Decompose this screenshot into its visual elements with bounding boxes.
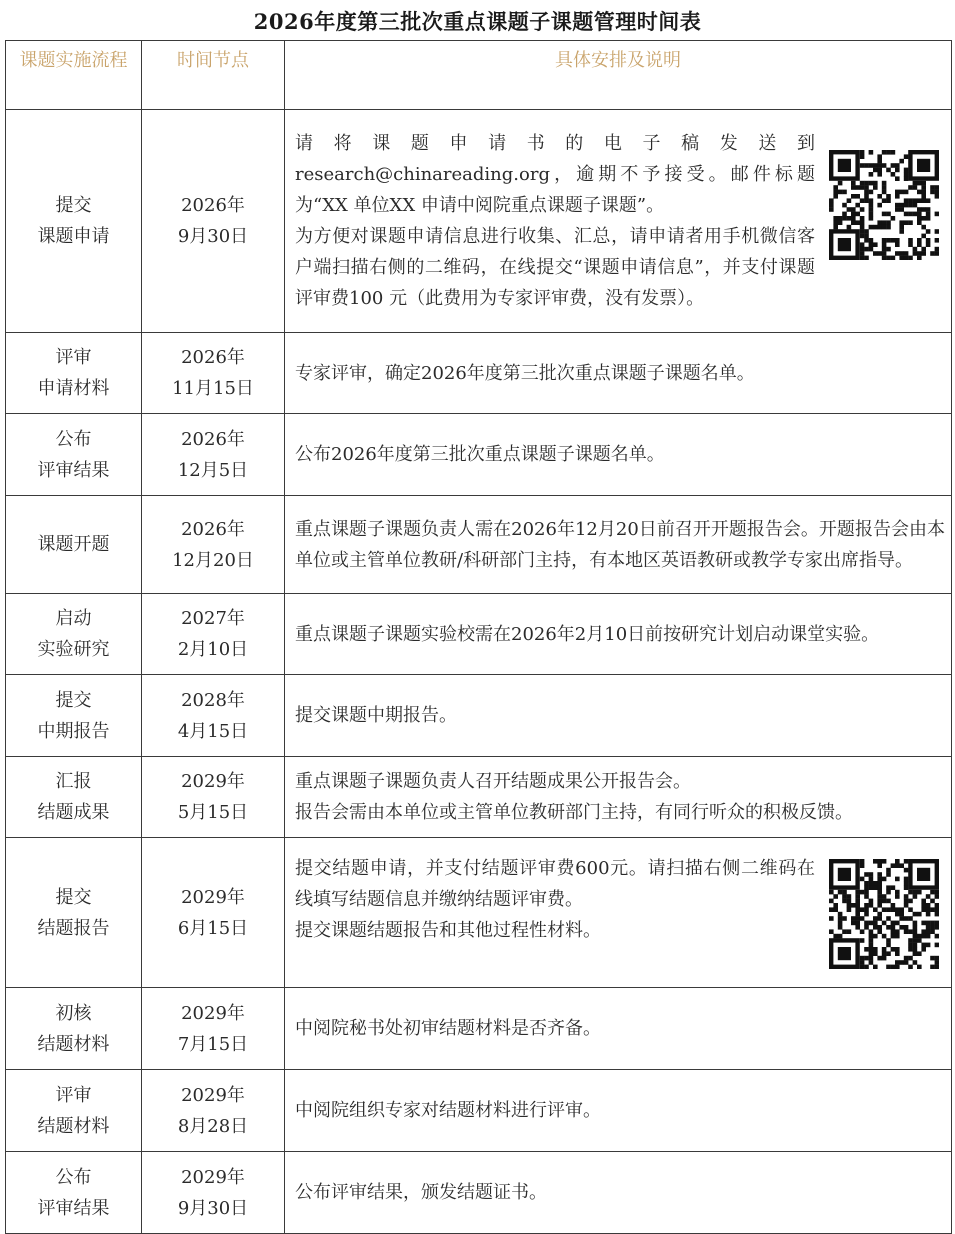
stage-text: 初核 <box>55 1002 92 1024</box>
detail-paragraph: 公布2026年度第三批次重点课题子课题名单。 <box>295 444 665 465</box>
date-text: 2026年 <box>181 518 245 540</box>
table-row <box>6 110 952 333</box>
stage-cell <box>6 675 142 757</box>
stage-text: 提交 <box>55 689 92 711</box>
header-detail: 具体安排及说明 <box>285 41 952 110</box>
stage-text: 课题申请 <box>37 226 110 247</box>
date-text: 8月28日 <box>177 1115 249 1137</box>
stage-text: 申请材料 <box>37 378 110 399</box>
date-text: 12月5日 <box>177 459 249 481</box>
table-row <box>6 988 952 1070</box>
date-text: 5月15日 <box>177 802 249 823</box>
detail-paragraph: 提交结题申请，并支付结题评审费600元。请扫描右侧二维码在线填写结题信息并缴纳结题评审费。 <box>295 857 815 910</box>
stage-cell <box>6 110 142 333</box>
stage-text: 启动 <box>55 608 92 629</box>
table-row <box>6 594 952 675</box>
table-row <box>6 757 952 838</box>
stage-cell <box>6 594 142 675</box>
header-date: 时间节点 <box>142 41 285 110</box>
table-row <box>6 675 952 757</box>
date-cell <box>142 675 285 757</box>
detail-cell <box>285 414 952 496</box>
date-cell <box>142 594 285 675</box>
table-row <box>6 1152 952 1234</box>
date-text: 9月30日 <box>177 1197 249 1219</box>
date-text: 9月30日 <box>177 226 249 247</box>
detail-paragraph: 中阅院组织专家对结题材料进行评审。 <box>295 1100 601 1121</box>
table-row <box>6 1070 952 1152</box>
qr-code-icon[interactable] <box>829 859 939 969</box>
date-cell <box>142 496 285 594</box>
date-text: 2026年 <box>181 195 245 216</box>
page-title: 2026年度第三批次重点课题子课题管理时间表 <box>253 9 702 34</box>
date-text: 12月20日 <box>172 549 254 571</box>
detail-cell <box>285 110 952 333</box>
header-stage <box>6 41 142 110</box>
detail-paragraph: 为方便对课题申请信息进行收集、汇总，请申请者用手机微信客户端扫描右侧的二维码，在线提交“课题申请信息”，并支付课题评审费100 元（此费用为专家评审费，没有发票）。 <box>295 226 815 309</box>
table-header-row <box>6 41 952 110</box>
detail-paragraph: 请将课题申请书的电子稿发送到research@chinareading.org，逾期不予接受。邮件标题为“XX 单位XX 申请中阅院重点课题子课题”。 <box>295 133 815 216</box>
date-cell <box>142 1070 285 1152</box>
stage-cell <box>6 988 142 1070</box>
stage-text: 提交 <box>55 886 92 908</box>
date-text: 4月15日 <box>177 720 249 742</box>
date-text: 2029年 <box>181 1002 245 1024</box>
detail-cell <box>285 1152 952 1234</box>
detail-paragraph: 提交课题结题报告和其他过程性材料。 <box>295 919 601 941</box>
schedule-table <box>5 40 952 1234</box>
detail-paragraph: 重点课题子课题实验校需在2026年2月10日前按研究计划启动课堂实验。 <box>295 623 880 645</box>
stage-cell <box>6 838 142 988</box>
stage-text: 实验研究 <box>37 639 110 660</box>
detail-paragraph: 提交课题中期报告。 <box>295 705 457 726</box>
stage-cell <box>6 496 142 594</box>
detail-cell <box>285 496 952 594</box>
date-text: 2026年 <box>181 347 245 368</box>
stage-text: 课题开题 <box>37 534 110 555</box>
date-text: 7月15日 <box>177 1033 249 1055</box>
stage-text: 评审结果 <box>37 1197 110 1219</box>
date-text: 2027年 <box>181 608 245 629</box>
header-stage-label: 课题实施流程 <box>19 50 128 71</box>
detail-cell <box>285 594 952 675</box>
stage-text: 结题报告 <box>37 917 110 939</box>
detail-paragraph: 重点课题子课题负责人需在2026年12月20日前召开开题报告会。开题报告会由本单位或主管单位教研/科研部门主持，有本地区英语教研或教学专家出席指导。 <box>295 518 945 571</box>
table-row <box>6 838 952 988</box>
stage-text: 评审 <box>55 1084 92 1106</box>
detail-paragraph: 公布评审结果，颁发结题证书。 <box>295 1182 547 1203</box>
table-row <box>6 414 952 496</box>
stage-text: 结题成果 <box>37 802 110 823</box>
date-text: 2029年 <box>181 886 245 908</box>
date-text: 2029年 <box>181 1166 245 1188</box>
stage-text: 公布 <box>55 428 92 450</box>
date-cell <box>142 333 285 414</box>
date-cell <box>142 757 285 838</box>
date-text: 2月10日 <box>177 639 249 660</box>
date-cell <box>142 988 285 1070</box>
stage-cell <box>6 414 142 496</box>
date-cell <box>142 1152 285 1234</box>
stage-text: 中期报告 <box>37 720 110 742</box>
date-text: 2029年 <box>181 771 245 792</box>
stage-cell <box>6 333 142 414</box>
detail-cell <box>285 757 952 838</box>
table-row <box>6 496 952 594</box>
date-text: 2028年 <box>181 689 245 711</box>
stage-cell <box>6 757 142 838</box>
date-text: 11月15日 <box>172 378 254 399</box>
stage-text: 汇报 <box>55 771 92 792</box>
stage-text: 结题材料 <box>37 1033 110 1055</box>
detail-cell <box>285 1070 952 1152</box>
detail-cell <box>285 675 952 757</box>
stage-text: 公布 <box>55 1166 92 1188</box>
table-row <box>6 333 952 414</box>
detail-paragraph: 报告会需由本单位或主管单位教研部门主持，有同行听众的积极反馈。 <box>295 802 853 823</box>
detail-cell <box>285 333 952 414</box>
stage-text: 评审结果 <box>37 459 110 481</box>
date-cell <box>142 414 285 496</box>
date-cell <box>142 838 285 988</box>
detail-paragraph: 中阅院秘书处初审结题材料是否齐备。 <box>295 1018 601 1039</box>
stage-cell <box>6 1152 142 1234</box>
stage-text: 提交 <box>55 195 92 216</box>
detail-cell <box>285 838 952 988</box>
date-text: 2029年 <box>181 1084 245 1106</box>
stage-text: 结题材料 <box>37 1115 110 1137</box>
detail-cell <box>285 988 952 1070</box>
stage-text: 评审 <box>55 347 92 368</box>
detail-paragraph: 重点课题子课题负责人召开结题成果公开报告会。 <box>295 771 691 792</box>
date-text: 2026年 <box>181 428 245 450</box>
stage-cell <box>6 1070 142 1152</box>
detail-paragraph: 专家评审，确定2026年度第三批次重点课题子课题名单。 <box>295 362 755 384</box>
date-text: 6月15日 <box>177 917 249 939</box>
date-cell <box>142 110 285 333</box>
qr-code-icon[interactable] <box>829 150 939 260</box>
